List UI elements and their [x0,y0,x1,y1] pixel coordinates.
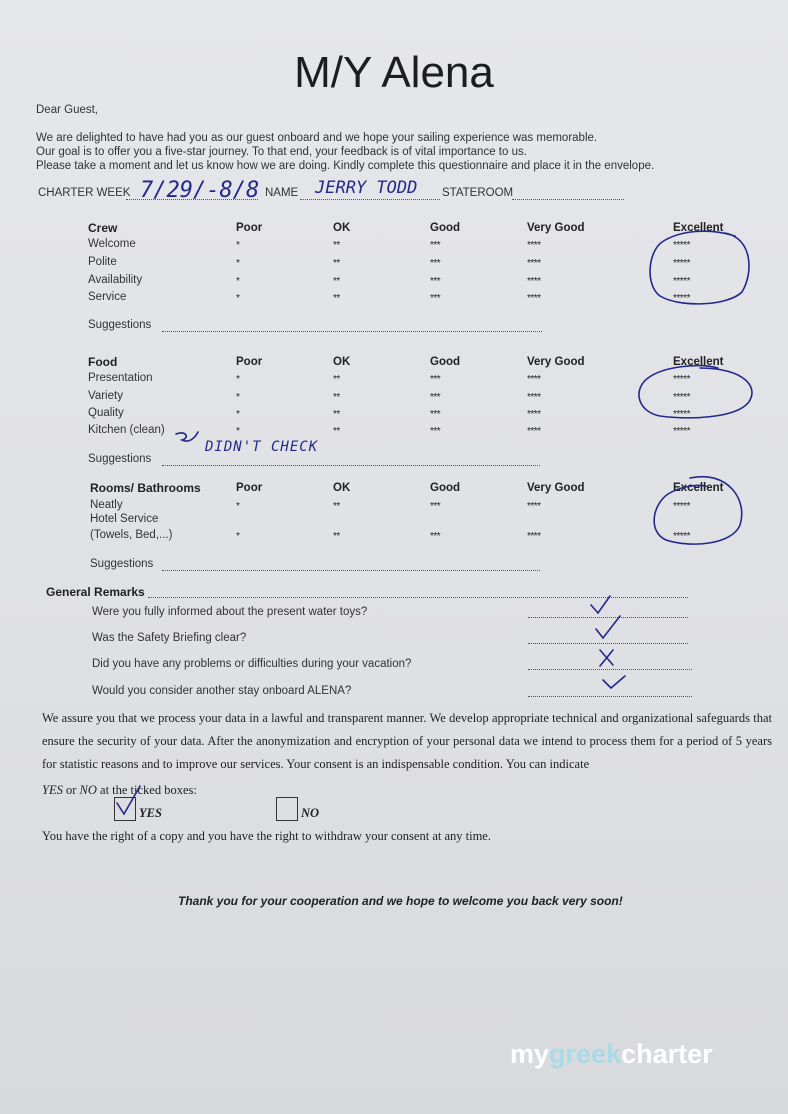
food-item-quality: Quality [88,407,124,419]
thank-you-message: Thank you for your cooperation and we hope to welcome you back very soon! [178,894,623,908]
rooms-service-good[interactable]: *** [430,531,441,542]
food-item-presentation: Presentation [88,372,153,384]
food-presentation-good[interactable]: *** [430,374,441,385]
rooms-item-neatly: Neatly [90,499,123,511]
crew-welcome-excellent[interactable]: ***** [673,240,690,251]
intro-line-1: We are delighted to have had you as our guest onboard and we hope your sailing experience was memorable. [36,132,598,144]
food-variety-good[interactable]: *** [430,392,441,403]
rooms-header-very-good: Very Good [527,482,585,494]
crew-section-title: Crew [88,221,118,235]
crew-polite-good[interactable]: *** [430,258,441,269]
food-presentation-poor[interactable]: * [236,374,240,385]
food-variety-ok[interactable]: ** [333,392,340,403]
crew-availability-very-good[interactable]: **** [527,276,541,287]
food-quality-poor[interactable]: * [236,409,240,420]
watermark-part-charter: charter [621,1039,713,1069]
rooms-header-poor: Poor [236,482,263,494]
crew-service-very-good[interactable]: **** [527,293,541,304]
food-section-title: Food [88,355,118,369]
consent-no-word: NO [79,783,97,797]
food-item-variety: Variety [88,390,123,402]
food-header-ok: OK [333,356,351,368]
rooms-header-good: Good [430,482,461,494]
food-suggestions-label: Suggestions [88,453,152,465]
question-safety-briefing: Was the Safety Briefing clear? [92,632,247,644]
rooms-service-excellent[interactable]: ***** [673,531,690,542]
rooms-neatly-good[interactable]: *** [430,501,441,512]
charter-week-label: CHARTER WEEK [38,187,131,199]
crew-header-good: Good [430,222,461,234]
food-variety-poor[interactable]: * [236,392,240,403]
watermark-part-greek: greek [549,1039,622,1069]
rooms-suggestions-label: Suggestions [90,558,154,570]
food-variety-excellent[interactable]: ***** [673,392,690,403]
crew-welcome-good[interactable]: *** [430,240,441,251]
crew-availability-ok[interactable]: ** [333,276,340,287]
crew-polite-ok[interactable]: ** [333,258,340,269]
rooms-neatly-excellent[interactable]: ***** [673,501,690,512]
crew-welcome-poor[interactable]: * [236,240,240,251]
page-title: M/Y Alena [294,48,494,97]
stateroom-label: STATEROOM [442,187,514,199]
crew-welcome-very-good[interactable]: **** [527,240,541,251]
food-kitchen-very-good[interactable]: **** [527,426,541,437]
question-another-stay: Would you consider another stay onboard ALENA? [92,685,352,697]
food-header-excellent: Excellent [673,356,724,368]
rooms-item-towels-bed: (Towels, Bed,...) [90,529,173,541]
rooms-neatly-ok[interactable]: ** [333,501,340,512]
crew-service-good[interactable]: *** [430,293,441,304]
charter-week-field[interactable]: 7/29/-8/8 [140,178,260,203]
crew-service-poor[interactable]: * [236,293,240,304]
rooms-section-title: Rooms/ Bathrooms [90,481,201,495]
crew-availability-excellent[interactable]: ***** [673,276,690,287]
food-header-good: Good [430,356,461,368]
rooms-service-very-good[interactable]: **** [527,531,541,542]
question-water-toys: Were you fully informed about the present water toys? [92,606,368,618]
food-quality-excellent[interactable]: ***** [673,409,690,420]
consent-yes-label: YES [139,806,162,820]
rooms-neatly-very-good[interactable]: **** [527,501,541,512]
rooms-service-ok[interactable]: ** [333,531,340,542]
greeting: Dear Guest, [36,104,98,116]
intro-line-2: Our goal is to offer you a five-star journey. To that end, your feedback is of vital importance to us. [36,146,527,158]
rooms-header-ok: OK [333,482,351,494]
crew-availability-good[interactable]: *** [430,276,441,287]
food-presentation-excellent[interactable]: ***** [673,374,690,385]
water-toys-checkmark [591,596,610,613]
food-variety-very-good[interactable]: **** [527,392,541,403]
rooms-excellent-circle [654,477,742,544]
kitchen-note-squiggle [176,432,198,441]
consent-yes-word: YES [42,783,63,797]
food-kitchen-excellent[interactable]: ***** [673,426,690,437]
food-kitchen-ok[interactable]: ** [333,426,340,437]
consent-yes-checkmark [117,786,140,814]
crew-polite-excellent[interactable]: ***** [673,258,690,269]
food-excellent-circle [639,366,752,418]
general-remarks-title: General Remarks [46,585,145,599]
problems-cross-mark [600,650,613,666]
watermark-part-my: my [510,1039,550,1069]
crew-suggestions-label: Suggestions [88,319,152,331]
crew-welcome-ok[interactable]: ** [333,240,340,251]
name-label: NAME [265,187,299,199]
crew-header-excellent: Excellent [673,222,724,234]
food-quality-ok[interactable]: ** [333,409,340,420]
kitchen-handwritten-note: DIDN'T CHECK [205,439,319,455]
consent-instruction-rest: at the ticked boxes: [96,783,197,797]
crew-header-very-good: Very Good [527,222,585,234]
crew-item-polite: Polite [88,256,117,268]
safety-briefing-checkmark [596,616,620,638]
crew-header-ok: OK [333,222,351,234]
food-item-kitchen: Kitchen (clean) [88,424,165,436]
crew-header-poor: Poor [236,222,263,234]
crew-item-welcome: Welcome [88,238,136,250]
crew-service-excellent[interactable]: ***** [673,293,690,304]
crew-excellent-circle [650,231,749,304]
name-field[interactable]: JERRY TODD [315,178,418,198]
consent-paragraph: We assure you that we process your data in a lawful and transparent manner. We develop appropriate technical and organizational safeguards that ensure the security of your data. After the anonymization and encryption of your personal data we intend to process them for a period of 5 years for statistic reasons and to improve our services. Your consent is an indispensable condition. You can indicate [42,711,772,771]
food-header-very-good: Very Good [527,356,585,368]
crew-polite-poor[interactable]: * [236,258,240,269]
question-problems: Did you have any problems or difficulties during your vacation? [92,658,412,670]
food-presentation-ok[interactable]: ** [333,374,340,385]
crew-service-ok[interactable]: ** [333,293,340,304]
rooms-item-hotel-service: Hotel Service [90,513,159,525]
rooms-service-poor[interactable]: * [236,531,240,542]
food-quality-very-good[interactable]: **** [527,409,541,420]
crew-item-availability: Availability [88,274,143,286]
crew-item-service: Service [88,291,127,303]
rooms-header-excellent: Excellent [673,482,724,494]
rooms-neatly-poor[interactable]: * [236,501,240,512]
food-quality-good[interactable]: *** [430,409,441,420]
consent-no-label: NO [301,806,320,820]
food-presentation-very-good[interactable]: **** [527,374,541,385]
crew-availability-poor[interactable]: * [236,276,240,287]
intro-line-3: Please take a moment and let us know how we are doing. Kindly complete this questionnaire and place it in the envelope. [36,160,655,172]
consent-or-word: or [62,783,80,797]
crew-polite-very-good[interactable]: **** [527,258,541,269]
food-header-poor: Poor [236,356,263,368]
food-kitchen-good[interactable]: *** [430,426,441,437]
another-stay-checkmark [603,676,625,688]
consent-rights: You have the right of a copy and you have the right to withdraw your consent at any time. [42,829,491,843]
food-kitchen-poor[interactable]: * [236,426,240,437]
